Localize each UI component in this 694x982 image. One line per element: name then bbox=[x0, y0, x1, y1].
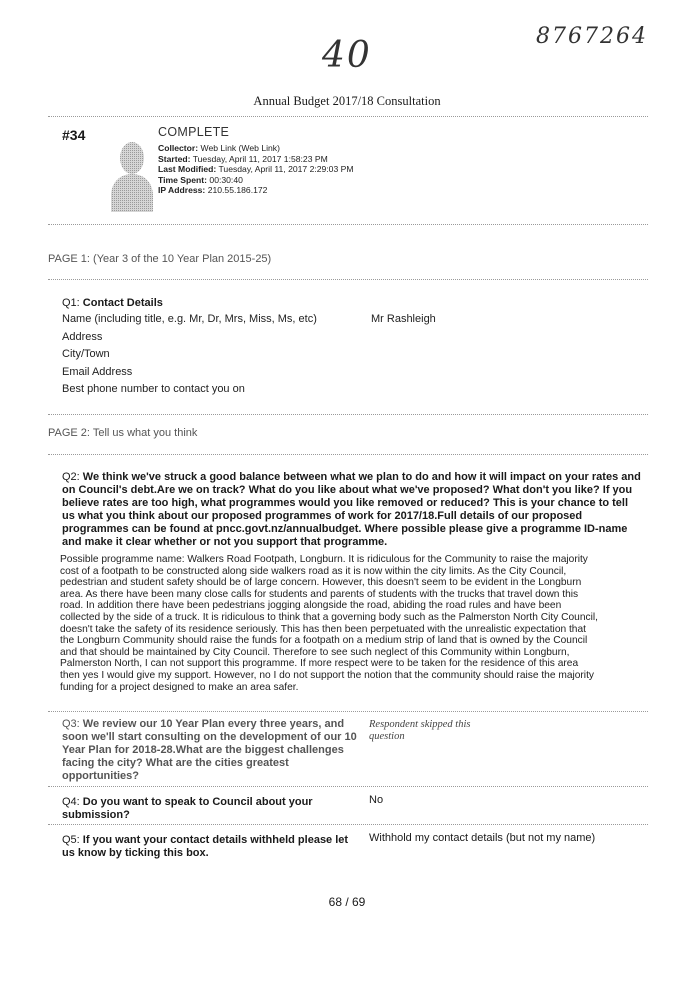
q4-question: Q4: Do you want to speak to Council about your submission? bbox=[62, 796, 313, 821]
time-spent-row: Time Spent: 00:30:40 bbox=[158, 174, 243, 185]
ip-address-row: IP Address: 210.55.186.172 bbox=[158, 185, 268, 196]
divider bbox=[48, 454, 648, 455]
q4-answer: No bbox=[369, 794, 384, 806]
started-row: Started: Tuesday, April 11, 2017 1:58:23 PM bbox=[158, 153, 328, 164]
page-number: 68 / 69 bbox=[328, 895, 366, 909]
field-address: Address bbox=[62, 330, 103, 343]
divider bbox=[48, 414, 648, 415]
q5-question: Q5: If you want your contact details withheld please let us know by ticking this box. bbox=[62, 834, 349, 859]
response-status: COMPLETE bbox=[158, 125, 230, 139]
handwritten-page-number: 40 bbox=[322, 35, 372, 76]
collector-row: Collector: Web Link (Web Link) bbox=[158, 143, 280, 153]
field-email: Email Address bbox=[62, 365, 133, 378]
page2-heading: PAGE 2: Tell us what you think bbox=[48, 427, 198, 439]
q3-question: Q3: We review our 10 Year Plan every three years, and soon we'll start consulting on the development of our 10 Year Plan for 2018-28.What are the biggest challenges facing the city? What are the cities greatest opportunities? bbox=[62, 718, 357, 782]
respondent-metadata bbox=[158, 143, 354, 196]
divider bbox=[48, 786, 648, 787]
person-silhouette-icon bbox=[110, 138, 154, 212]
page-title: Annual Budget 2017/18 Consultation bbox=[253, 94, 441, 108]
divider bbox=[48, 116, 648, 117]
q2-question: Q2: We think we've struck a good balance between what we plan to do and how it will impact on your rates and on Council's debt.Are we on track? What do you like about what we've proposed? What don't you like? If you believe rates are too high, what programmes would you like removed or reduced? This is your chance to tell us what you think about our proposed programmes of work for 2017/18.Full details of our proposed programmes can be found at pncc.govt.nz/annualbudget. Where possible please give a programme ID-name and make it clear whether or not you support that programme. bbox=[62, 471, 641, 548]
divider bbox=[48, 824, 648, 825]
handwritten-document-number: 8767264 bbox=[536, 24, 648, 49]
avatar bbox=[110, 138, 154, 212]
contact-fields bbox=[62, 311, 622, 399]
q2-answer: Possible programme name: Walkers Road Footpath, Longburn. It is ridiculous for the Community to raise the majority cost of a footpath to be constructed along side walkers road as it is now within the city limits. As the City Council, pedestrian and student safety should be of large concern. However, this doesn't seem to be evident in the Longburn area. As there have been many close calls for students and parents of students with the trucks that travel down this road. In addition there have been pedestrians jogging alongside the road, abiding the road rules and have been collected by the side of a truck. It is ridiculous to think that a governing body such as the Palmerston North City Council, doesn't take the safety of its residence seriously. This has then been perpetuated with the unrealistic expectation that the Longburn Community should raise the funds for a footpath on a medium strip of land that is owned by the Council and that should be maintained by City Council. Therefore to see such neglect of this Community within Longburn, Palmerston North, I can not support this programme. If more respect were to be taken for the residence of this area then yes I would give my support. However, no I do not support the notion that the community should raise the majority funding for a project designed to make an area safer. bbox=[60, 554, 598, 693]
q1-title: Q1: Contact Details bbox=[62, 297, 163, 309]
field-name: Name (including title, e.g. Mr, Dr, Mrs, Miss, Ms, etc) Mr Rashleigh bbox=[62, 311, 622, 329]
divider bbox=[48, 279, 648, 280]
divider bbox=[48, 711, 648, 712]
respondent-id: #34 bbox=[62, 127, 86, 143]
field-name-value: Mr Rashleigh bbox=[371, 313, 436, 325]
page1-heading: PAGE 1: (Year 3 of the 10 Year Plan 2015-25) bbox=[48, 253, 272, 265]
field-city: City/Town bbox=[62, 348, 110, 360]
q3-answer: Respondent skipped this question bbox=[369, 719, 471, 742]
divider bbox=[48, 224, 648, 225]
last-modified-row: Last Modified: Tuesday, April 11, 2017 2:29:03 PM bbox=[158, 164, 354, 175]
field-phone: Best phone number to contact you on bbox=[62, 383, 245, 395]
q5-answer: Withhold my contact details (but not my name) bbox=[369, 832, 596, 844]
